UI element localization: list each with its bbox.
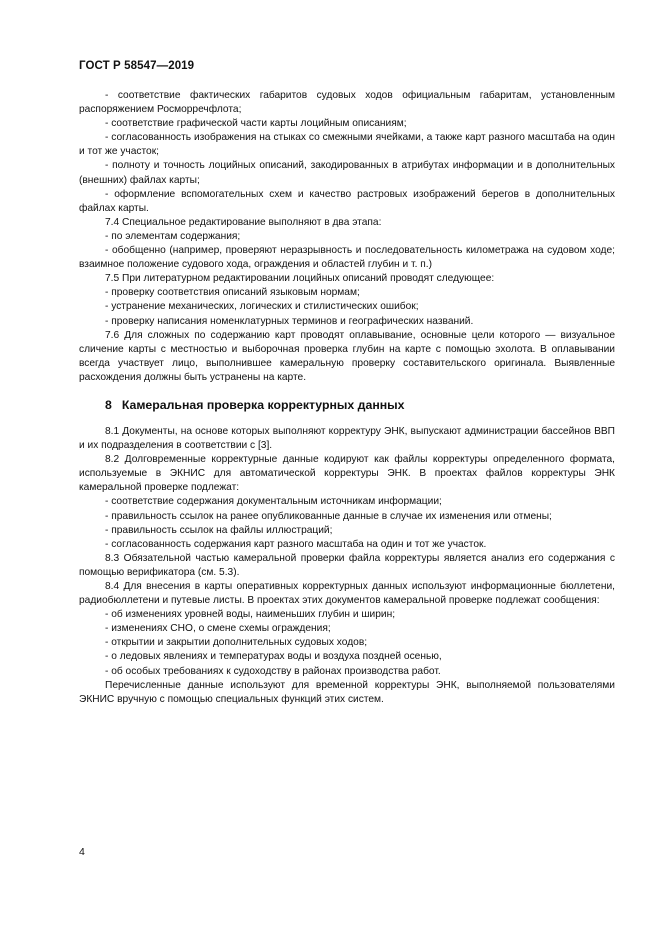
paragraph: - по элементам содержания; (105, 230, 241, 242)
paragraph: - правильность ссылок на ранее опубликованные данные в случае их изменения или отмены; (105, 510, 552, 522)
paragraph: - полноту и точность лоцийных описаний, закодированных в атрибутах информации и в дополнительных (внешних) файлах карты; (79, 160, 615, 186)
paragraph: - соответствие фактических габаритов судовых ходов официальным габаритам, установленным распоряжением Росморречфлота; (79, 90, 615, 116)
section-heading (105, 397, 615, 413)
paragraph: Перечисленные данные используют для временной корректуры ЭНК, выполняемой пользователями ЭКНИС вручную с помощью специальных функций этих систем. (79, 679, 615, 705)
paragraph: 8.1 Документы, на основе которых выполняют корректуру ЭНК, выпускают администрации бассейнов ВВП и их подразделения в соответствии с [3]. (79, 425, 615, 452)
paragraph: - обобщенно (например, проверяют неразрывность и последовательность километража на судовом ходе; взаимное положение судового хода, ограждения и областей глубин и т. п.) (79, 245, 615, 271)
paragraph: - согласованность изображения на стыках со смежными ячейками, а также карт разного масштаба на один и тот же участок; (79, 132, 615, 158)
paragraph: - о ледовых явлениях и температурах воды и воздуха поздней осенью, (105, 651, 442, 663)
paragraph: - соответствие содержания документальным источникам информации; (105, 496, 442, 508)
paragraph: - проверку написания номенклатурных терминов и географических названий. (105, 315, 474, 327)
paragraph: - устранение механических, логических и стилистических ошибок; (105, 301, 419, 313)
paragraph: - оформление вспомогательных схем и качество растровых изображений берегов в дополнительных файлах карты. (79, 188, 615, 214)
paragraph: - об изменениях уровней воды, наименьших глубин и ширин; (105, 609, 396, 621)
paragraph: - об особых требованиях к судоходству в районах производства работ. (105, 665, 441, 677)
section-number: 8 (105, 397, 112, 412)
paragraph: - изменениях СНО, о смене схемы ограждения; (105, 623, 331, 635)
paragraph: 8.4 Для внесения в карты оперативных корректурных данных используют информационные бюллетени, радиобюллетени и путевые листы. В проектах этих документов камеральной проверке подлежат сообщения: (79, 581, 615, 607)
paragraph: - согласованность содержания карт разного масштаба на один и тот же участок. (105, 538, 487, 550)
section-title: Камеральная проверка корректурных данных (121, 397, 405, 412)
document-header: ГОСТ Р 58547—2019 (79, 60, 195, 72)
page-number: 4 (79, 846, 85, 858)
paragraph: 7.5 При литературном редактировании лоцийных описаний проводят следующее: (105, 273, 495, 285)
paragraph: - открытии и закрытии дополнительных судовых ходов; (105, 637, 368, 649)
paragraph: 7.4 Специальное редактирование выполняют в два этапа: (105, 216, 382, 228)
page-body (79, 89, 615, 707)
paragraph: - соответствие графической части карты лоцийным описаниям; (105, 118, 407, 130)
paragraph: 7.6 Для сложных по содержанию карт проводят оплавывание, основные цели которого — визуальное сличение карты с местностью и выборочная проверка глубин на карте с помощью эхолота. В оплавывании всегда участвует лицо, выполнившее камеральную проверку составительского оригинала. Выявленные расхождения должны быть устранены на карте. (79, 329, 615, 383)
paragraph: - правильность ссылок на файлы иллюстраций; (105, 524, 333, 536)
paragraph: - проверку соответствия описаний языковым нормам; (105, 287, 360, 299)
paragraph: 8.2 Долговременные корректурные данные кодируют как файлы корректуры определенного формата, используемые в ЭКНИС для автоматической корректуры ЭНК. В проектах файлов корректуры ЭНК камеральной проверке подлежат: (79, 454, 615, 494)
paragraph: 8.3 Обязательной частью камеральной проверки файла корректуры является анализ его содержания с помощью верификатора (см. 5.3). (79, 552, 615, 578)
